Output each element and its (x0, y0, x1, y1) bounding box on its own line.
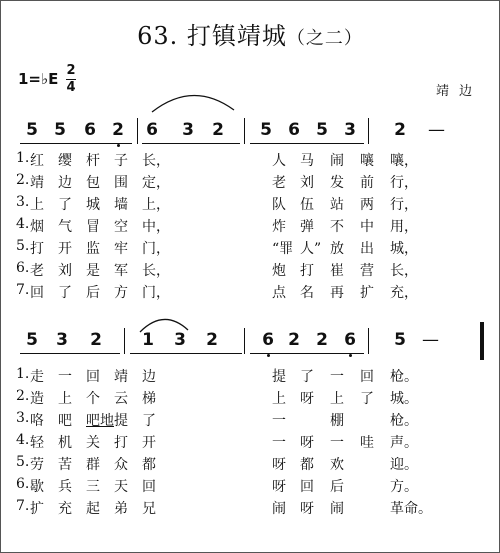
lyric-syllable: 前 (360, 175, 374, 191)
verse-number: 3. (16, 410, 30, 426)
lyric-syllable: 轻 (30, 435, 44, 451)
barline (368, 328, 369, 354)
note-digit: 2 (90, 330, 102, 350)
lyric-syllable: 打 (30, 241, 44, 257)
lyric-syllable: 城。 (390, 391, 418, 407)
lyric-syllable: 闹 (272, 501, 286, 517)
note-digit: 5 (26, 330, 38, 350)
lyric-syllable: 军 (114, 263, 128, 279)
lyric-syllable: 刘 (58, 263, 72, 279)
note-digit: 2 (212, 120, 224, 140)
lyric-syllable: 机 (58, 435, 72, 451)
lyric-syllable: 呀 (300, 501, 314, 517)
lyric-syllable: 革命。 (390, 501, 432, 517)
lyric-syllable: 回 (86, 369, 100, 385)
lyric-syllable: 提 (114, 413, 128, 429)
lyric-syllable: 吧 (58, 413, 72, 429)
lyric-syllable: 了 (142, 413, 156, 429)
title-main: 63. 打镇靖城 (137, 22, 287, 50)
time-top: 2 (66, 63, 76, 78)
lyric-syllable: 放 (330, 241, 344, 257)
lyric-syllable: 天 (114, 479, 128, 495)
lyric-syllable: 上 (58, 391, 72, 407)
lyric-syllable: 靖 (30, 175, 44, 191)
note-digit: 2 (394, 120, 406, 140)
verse-number: 5. (16, 238, 30, 254)
lyric-syllable: 边 (58, 175, 72, 191)
lyric-syllable: 打 (300, 263, 314, 279)
time-signature (66, 64, 76, 95)
lyric-syllable: 闹 (330, 501, 344, 517)
verse-number: 6. (16, 260, 30, 276)
note-digit: 6 (146, 120, 158, 140)
note-digit: 3 (182, 120, 194, 140)
lyric-syllable: 不 (330, 219, 344, 235)
note-digit: 6 (262, 330, 274, 350)
lyric-syllable: 围 (114, 175, 128, 191)
lyric-syllable: 上 (272, 391, 286, 407)
note-digit: 6 (344, 330, 356, 350)
lyric-syllable: 弟 (114, 501, 128, 517)
lyric-syllable: 杆 (86, 153, 100, 169)
lyric-syllable: 三 (86, 479, 100, 495)
lyric-syllable: 嚷， (390, 153, 418, 169)
lyric-syllable: 棚 (330, 413, 344, 429)
lyric-syllable: 牢 (114, 241, 128, 257)
lyric-syllable: 充， (390, 285, 418, 301)
verse-number: 6. (16, 476, 30, 492)
lyric-syllable: 回 (360, 369, 374, 385)
lyric-syllable: 气 (58, 219, 72, 235)
barline (244, 328, 245, 354)
lyric-syllable: 关 (86, 435, 100, 451)
note-digit: 3 (174, 330, 186, 350)
lyric-syllable: 一 (330, 435, 344, 451)
lyric-syllable: 中 (360, 219, 374, 235)
lyric-syllable: 云 (114, 391, 128, 407)
lyric-syllable: 方。 (390, 479, 418, 495)
lyric-syllable: 上 (30, 197, 44, 213)
lyric-syllable: 枪。 (390, 413, 418, 429)
lyric-syllable: 走 (30, 369, 44, 385)
lyric-syllable: 歇 (30, 479, 44, 495)
lower-octave-dot (349, 354, 352, 357)
lyric-syllable: 后 (86, 285, 100, 301)
verse-number: 4. (16, 216, 30, 232)
lyric-syllable: 出 (360, 241, 374, 257)
slur-arc (148, 86, 238, 116)
note-digit: 2 (112, 120, 124, 140)
lyric-syllable: 呀 (300, 435, 314, 451)
verse-number: 5. (16, 454, 30, 470)
lyric-syllable: 嚷 (360, 153, 374, 169)
time-bottom: 4 (66, 80, 76, 95)
title-sub: （之二） (286, 28, 363, 49)
lyric-syllable: 是 (86, 263, 100, 279)
lyric-syllable: 了 (300, 369, 314, 385)
lyric-syllable: 提 (272, 369, 286, 385)
lyric-syllable: 站 (330, 197, 344, 213)
lyric-syllable: 行， (390, 197, 418, 213)
verse-number: 2. (16, 388, 30, 404)
note-digit: 5 (54, 120, 66, 140)
lyric-syllable: 众 (114, 457, 128, 473)
verse-number: 3. (16, 194, 30, 210)
note-digit: 6 (84, 120, 96, 140)
lyric-syllable: 长， (142, 153, 170, 169)
lyric-syllable: 空 (114, 219, 128, 235)
lyric-syllable: 子 (114, 153, 128, 169)
note-digit: 5 (316, 120, 328, 140)
lyric-syllable: 扩 (30, 501, 44, 517)
lyric-syllable: 欢 (330, 457, 344, 473)
lyric-syllable: 炮 (272, 263, 286, 279)
verse-number: 4. (16, 432, 30, 448)
lyric-syllable: 中， (142, 219, 170, 235)
lyric-syllable: 再 (330, 285, 344, 301)
note-digit: 2 (206, 330, 218, 350)
lyric-syllable: 群 (86, 457, 100, 473)
lyric-syllable: 老 (272, 175, 286, 191)
verse-number: 2. (16, 172, 30, 188)
lyric-syllable: 长， (390, 263, 418, 279)
lyric-syllable: 冒 (86, 219, 100, 235)
lyric-syllable: 门， (142, 285, 170, 301)
lyric-syllable: 起 (86, 501, 100, 517)
lyric-syllable: 墙 (114, 197, 128, 213)
lyric-syllable: 呀 (300, 391, 314, 407)
note-digit: 3 (56, 330, 68, 350)
lyric-syllable: 了 (58, 285, 72, 301)
lyric-syllable: 吧地 (86, 413, 114, 429)
hold-dash: — (428, 120, 445, 140)
lyric-syllable: 充 (58, 501, 72, 517)
note-digit: 2 (288, 330, 300, 350)
origin-region: 靖边 (436, 84, 483, 99)
lyric-syllable: 都 (300, 457, 314, 473)
lyric-syllable: 开 (142, 435, 156, 451)
lyric-syllable: 炸 (272, 219, 286, 235)
lyric-syllable: 崔 (330, 263, 344, 279)
song-title (0, 16, 500, 51)
lyric-syllable: 行， (390, 175, 418, 191)
lyric-syllable: 弹 (300, 219, 314, 235)
lyric-syllable: 营 (360, 263, 374, 279)
lyric-syllable: 开 (58, 241, 72, 257)
note-digit: 5 (260, 120, 272, 140)
lyric-syllable: 发 (330, 175, 344, 191)
lyric-syllable: 包 (86, 175, 100, 191)
lyric-syllable: 队 (272, 197, 286, 213)
lyric-syllable: 兵 (58, 479, 72, 495)
lyric-syllable: 咯 (30, 413, 44, 429)
lyric-syllable: 伍 (300, 197, 314, 213)
lyric-syllable: 边 (142, 369, 156, 385)
lyric-syllable: 打 (114, 435, 128, 451)
lyric-syllable: 方 (114, 285, 128, 301)
lyric-syllable: 一 (330, 369, 344, 385)
verse-number: 7. (16, 498, 30, 514)
lyric-syllable: 马 (300, 153, 314, 169)
lyric-syllable: 点 (272, 285, 286, 301)
barline (124, 328, 125, 354)
lyric-syllable: 梯 (142, 391, 156, 407)
lyric-syllable: 回 (300, 479, 314, 495)
lyric-syllable: 红 (30, 153, 44, 169)
note-digit: 5 (394, 330, 406, 350)
lyric-syllable: 靖 (114, 369, 128, 385)
lyric-syllable: 造 (30, 391, 44, 407)
note-digit: 2 (316, 330, 328, 350)
lyric-syllable: 门， (142, 241, 170, 257)
lyric-syllable: 迎。 (390, 457, 418, 473)
lyric-syllable: 人 (272, 153, 286, 169)
lyric-syllable: 枪。 (390, 369, 418, 385)
lyric-syllable: 刘 (300, 175, 314, 191)
lower-octave-dot (117, 144, 120, 147)
lyric-syllable: 了 (360, 391, 374, 407)
lower-octave-dot (267, 354, 270, 357)
lyric-syllable: 苦 (58, 457, 72, 473)
lyric-syllable: 两 (360, 197, 374, 213)
verse-number: 7. (16, 282, 30, 298)
lyric-syllable: 哇 (360, 435, 374, 451)
lyric-syllable: 闹 (330, 153, 344, 169)
note-digit: 3 (344, 120, 356, 140)
lyric-syllable: “罪 (272, 241, 294, 257)
lyric-syllable: 老 (30, 263, 44, 279)
lyric-syllable: 一 (272, 435, 286, 451)
key-signature: 1=♭E (18, 70, 59, 88)
lyric-syllable: 扩 (360, 285, 374, 301)
lyric-syllable: 呀 (272, 457, 286, 473)
lyric-syllable: 缨 (58, 153, 72, 169)
final-barline (480, 322, 484, 360)
hold-dash: — (422, 330, 439, 350)
verse-number: 1. (16, 150, 30, 166)
lyric-syllable: 定， (142, 175, 170, 191)
barline (368, 118, 369, 144)
lyric-syllable: 了 (58, 197, 72, 213)
lyric-syllable: 监 (86, 241, 100, 257)
lyric-syllable: 声。 (390, 435, 418, 451)
lyric-syllable: 用， (390, 219, 418, 235)
lyric-syllable: 兄 (142, 501, 156, 517)
lyric-syllable: 都 (142, 457, 156, 473)
lyric-syllable: 城， (390, 241, 418, 257)
lyric-syllable: 名 (300, 285, 314, 301)
verse-number: 1. (16, 366, 30, 382)
note-digit: 1 (142, 330, 154, 350)
lyric-syllable: 呀 (272, 479, 286, 495)
lyric-syllable: 劳 (30, 457, 44, 473)
lyric-syllable: 烟 (30, 219, 44, 235)
lyric-syllable: 回 (142, 479, 156, 495)
lyric-syllable: 后 (330, 479, 344, 495)
lyric-syllable: 上， (142, 197, 170, 213)
lyric-syllable: 回 (30, 285, 44, 301)
lyric-syllable: 上 (330, 391, 344, 407)
barline (137, 118, 138, 144)
note-digit: 5 (26, 120, 38, 140)
lyric-syllable: 长， (142, 263, 170, 279)
note-digit: 6 (288, 120, 300, 140)
lyric-syllable: 城 (86, 197, 100, 213)
lyric-syllable: 个 (86, 391, 100, 407)
barline (244, 118, 245, 144)
lyric-syllable: 人” (300, 241, 322, 257)
lyric-syllable: 一 (272, 413, 286, 429)
lyric-syllable: 一 (58, 369, 72, 385)
